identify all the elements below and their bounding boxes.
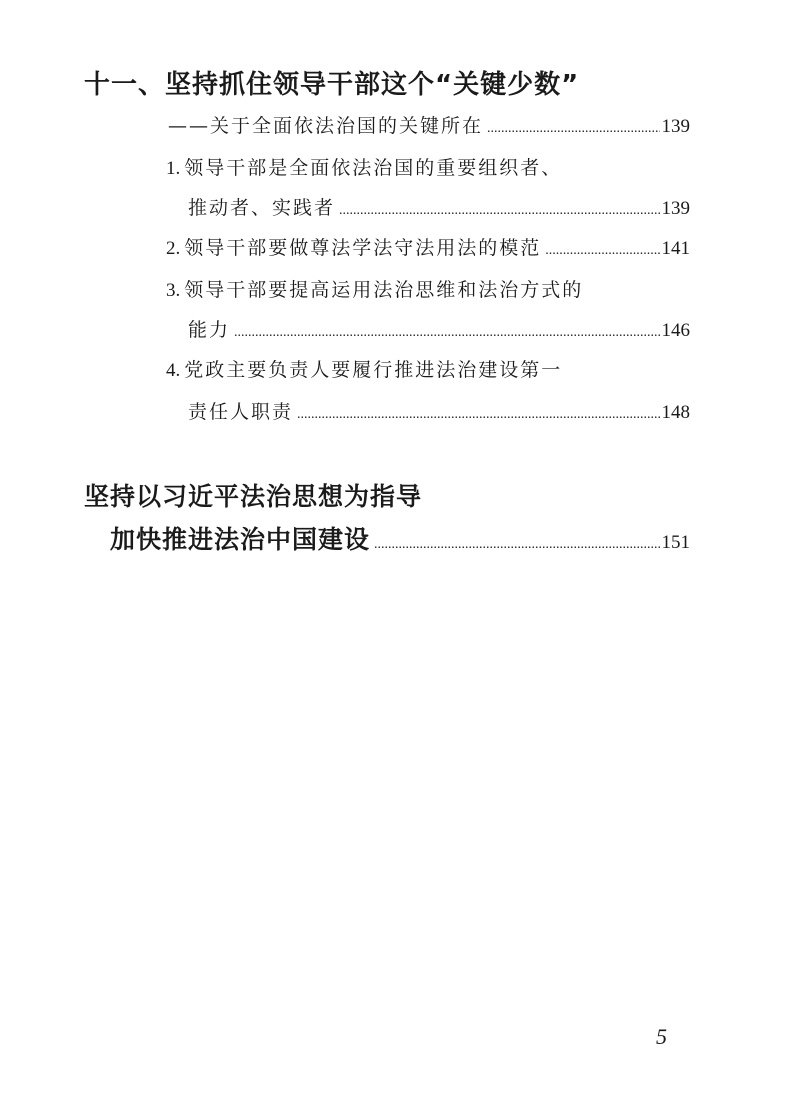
chapter-title: 十一、坚持抓住领导干部这个“关键少数”: [84, 70, 580, 100]
page-number: 151: [661, 532, 690, 553]
leader-dots: [487, 115, 659, 143]
page-number: 146: [661, 320, 690, 341]
section2-title-line2: 加快推进法治中国建设: [110, 525, 371, 554]
item-text: 责任人职责: [188, 401, 294, 423]
toc-item-4-line1: [166, 356, 562, 385]
leader-dots: [297, 401, 659, 429]
section2-entry: [110, 520, 690, 556]
leader-dots: [545, 237, 659, 265]
item-number: 2.: [166, 238, 181, 259]
item-text: 推动者、实践者: [188, 197, 336, 219]
page-number: 148: [661, 402, 690, 423]
item-text: 领导干部要做尊法学法守法用法的模范: [184, 237, 542, 259]
leader-dots: [234, 319, 659, 347]
folio-page-number: 5: [656, 1024, 667, 1049]
leader-dots: [374, 537, 659, 553]
toc-item-1-line1: [166, 154, 562, 183]
toc-item-3-line2: [188, 316, 690, 347]
item-text: 能力: [188, 319, 231, 341]
item-number: 1.: [166, 158, 181, 179]
item-text: 领导干部是全面依法治国的重要组织者、: [184, 157, 563, 179]
item-number: 3.: [166, 280, 181, 301]
item-text: 领导干部要提高运用法治思维和法治方式的: [184, 279, 584, 301]
toc-item-4-line2: [188, 398, 690, 429]
item-text: 党政主要负责人要履行推进法治建设第一: [184, 359, 563, 381]
leader-dots: [339, 197, 659, 225]
chapter-subtitle: ——关于全面依法治国的关键所在: [168, 115, 484, 137]
section2-title: 坚持以习近平法治思想为指导: [84, 482, 423, 511]
page-number: 141: [661, 238, 690, 259]
toc-item-2: [166, 234, 690, 265]
page-number: 139: [661, 198, 690, 219]
item-number: 4.: [166, 360, 181, 381]
toc-item-1-line2: [188, 194, 690, 225]
chapter-subtitle-entry: [168, 112, 690, 143]
page-number: 139: [661, 116, 690, 137]
toc-item-3-line1: [166, 276, 583, 305]
